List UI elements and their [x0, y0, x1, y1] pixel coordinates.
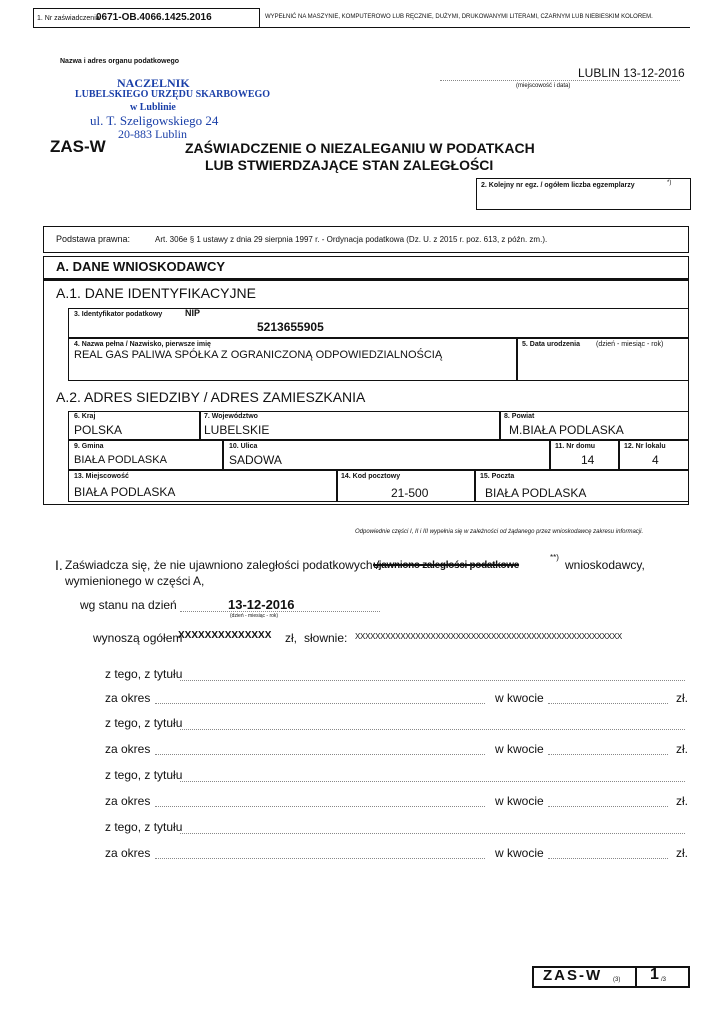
voivodeship-label: 7. Województwo [204, 413, 258, 420]
state-date-caption: (dzień - miesiąc - rok) [230, 613, 279, 619]
postal-code-label: 14. Kod pocztowy [341, 473, 401, 480]
period-row-3-label: za okres [105, 794, 151, 808]
post-office-label: 15. Poczta [480, 473, 515, 480]
dob-label: 5. Data urodzenia [522, 341, 580, 348]
total-value: XXXXXXXXXXXXXX [178, 630, 272, 641]
a1-title: A.1. DANE IDENTYFIKACYJNE [56, 285, 256, 301]
name-label: 4. Nazwa pełna / Nazwisko, pierwsze imię [74, 341, 211, 348]
place-date-caption: (miejscowość i data) [516, 83, 571, 89]
cert-number-label: 1. Nr zaświadczenia [37, 15, 100, 22]
title-row-4-line [180, 833, 685, 834]
country-value: POLSKA [74, 423, 123, 437]
part1-roman: I. [55, 557, 63, 573]
part1-text-a: Zaświadcza się, że nie ujawniono zaległości podatkowych / [65, 558, 380, 572]
house-no-value: 14 [581, 453, 595, 467]
amount-row-1-line [548, 703, 668, 704]
part1-text-line2: wymienionego w części A, [65, 574, 205, 588]
period-row-4-line [155, 858, 485, 859]
dob-hint: (dzień - miesiąc - rok) [596, 341, 664, 348]
legal-basis-label: Podstawa prawna: [56, 234, 131, 244]
amount-row-2-line [548, 754, 668, 755]
name-value: REAL GAS PALIWA SPÓŁKA Z OGRANICZONĄ ODPOWIEDZIALNOŚCIĄ [74, 349, 443, 361]
header-rule [260, 27, 690, 28]
total-words-value: XXXXXXXXXXXXXXXXXXXXXXXXXXXXXXXXXXXXXXXXXXXXXXXXXXXXX [355, 632, 622, 641]
amount-row-4-label: w kwocie [495, 846, 544, 860]
amount-row-2-label: w kwocie [495, 742, 544, 756]
title-row-2-line [180, 729, 685, 730]
office-stamp-line5: 20-883 Lublin [118, 127, 187, 141]
amount-row-3-label: w kwocie [495, 794, 544, 808]
form-title-line1: ZAŚWIADCZENIE O NIEZALEGANIU W PODATKACH [185, 140, 535, 156]
footer-page-total: /3 [661, 977, 667, 983]
county-value: M.BIAŁA PODLASKA [509, 423, 624, 437]
total-label: wynoszą ogółem [93, 631, 183, 645]
title-row-1-label: z tego, z tytułu [105, 667, 183, 681]
title-row-2-label: z tego, z tytułu [105, 716, 183, 730]
period-row-2-line [155, 754, 485, 755]
period-row-3-line [155, 806, 485, 807]
nip-label: 3. Identyfikator podatkowy [74, 311, 163, 318]
footer-page: 1 [650, 966, 659, 983]
office-stamp-line4: ul. T. Szeligowskiego 24 [90, 113, 219, 128]
form-code: ZAS-W [50, 137, 106, 156]
amount-row-3-line [548, 806, 668, 807]
copy-number-label: 2. Kolejny nr egz. / ogółem liczba egzemplarzy [481, 182, 635, 189]
place-date-line [440, 80, 680, 81]
title-row-3-label: z tego, z tytułu [105, 768, 183, 782]
title-row-1-line [180, 680, 685, 681]
commune-label: 9. Gmina [74, 443, 104, 450]
state-date-value: 13-12-2016 [228, 597, 295, 612]
amount-row-1-currency: zł. [676, 691, 688, 705]
commune-value: BIAŁA PODLASKA [74, 454, 167, 466]
office-stamp-line2: LUBELSKIEGO URZĘDU SKARBOWEGO [75, 89, 271, 100]
title-row-4-label: z tego, z tytułu [105, 820, 183, 834]
copy-number-mark: *) [667, 180, 672, 186]
amount-row-4-line [548, 858, 668, 859]
office-stamp-line1: NACZELNIK [117, 76, 190, 90]
house-no-label: 11. Nr domu [555, 443, 596, 450]
footer-code: ZAS-W [543, 967, 603, 984]
section-a-title: A. DANE WNIOSKODAWCY [56, 259, 225, 274]
total-currency: zł, [285, 631, 297, 645]
amount-row-2-currency: zł. [676, 742, 688, 756]
period-row-4-label: za okres [105, 846, 151, 860]
amount-row-4-currency: zł. [676, 846, 688, 860]
voivodeship-value: LUBELSKIE [204, 423, 270, 437]
section-a-rule [43, 278, 689, 281]
flat-no-value: 4 [652, 453, 659, 467]
amount-row-1-label: w kwocie [495, 691, 544, 705]
instructions-text: WYPEŁNIĆ NA MASZYNIE, KOMPUTEROWO LUB RĘCZNIE, DUŻYMI, DRUKOWANYMI LITERAMI, CZARNYM LUB NIEBIESKIM KOLOREM. [265, 14, 653, 20]
city-label: 13. Miejscowość [74, 473, 129, 480]
postal-code-value: 21-500 [391, 486, 429, 500]
scope-note: Odpowiednie części I, II i III wypełnia się w zależności od żądanego przez wnioskodawcę zakresu informacji. [355, 529, 644, 535]
flat-no-label: 12. Nr lokalu [624, 443, 666, 450]
part1-text-b: wnioskodawcy, [565, 558, 645, 572]
county-label: 8. Powiat [504, 413, 535, 420]
post-office-value: BIAŁA PODLASKA [485, 486, 587, 500]
period-row-1-line [155, 703, 485, 704]
total-words-label: słownie: [304, 631, 348, 645]
office-stamp-line3: w Lublinie [130, 102, 176, 113]
nip-value: 5213655905 [257, 320, 324, 334]
cert-number-value: 0671-OB.4066.1425.2016 [96, 12, 212, 23]
footer-version: (3) [613, 977, 621, 983]
amount-row-3-currency: zł. [676, 794, 688, 808]
street-value: SADOWA [229, 453, 282, 467]
place-date-value: LUBLIN 13-12-2016 [578, 66, 685, 80]
a2-title: A.2. ADRES SIEDZIBY / ADRES ZAMIESZKANIA [56, 389, 366, 405]
period-row-2-label: za okres [105, 742, 151, 756]
legal-basis-text: Art. 306e § 1 ustawy z dnia 29 sierpnia 1997 r. - Ordynacja podatkowa (Dz. U. z 2015 r. poz. 613, z późn. zm.). [155, 235, 548, 244]
period-row-1-label: za okres [105, 691, 151, 705]
title-row-3-line [180, 781, 685, 782]
office-label: Nazwa i adres organu podatkowego [60, 58, 180, 65]
part1-text-struck: ujawniono zaległości podatkowe [373, 560, 520, 571]
state-date-label: wg stanu na dzień [80, 598, 177, 612]
form-title-line2: LUB STWIERDZAJĄCE STAN ZALEGŁOŚCI [205, 157, 494, 173]
part1-text-mark: **) [550, 553, 559, 562]
street-label: 10. Ulica [229, 443, 258, 450]
nip-type: NIP [185, 308, 201, 318]
country-label: 6. Kraj [74, 413, 96, 420]
footer-divider [635, 966, 637, 988]
city-value: BIAŁA PODLASKA [74, 485, 176, 499]
